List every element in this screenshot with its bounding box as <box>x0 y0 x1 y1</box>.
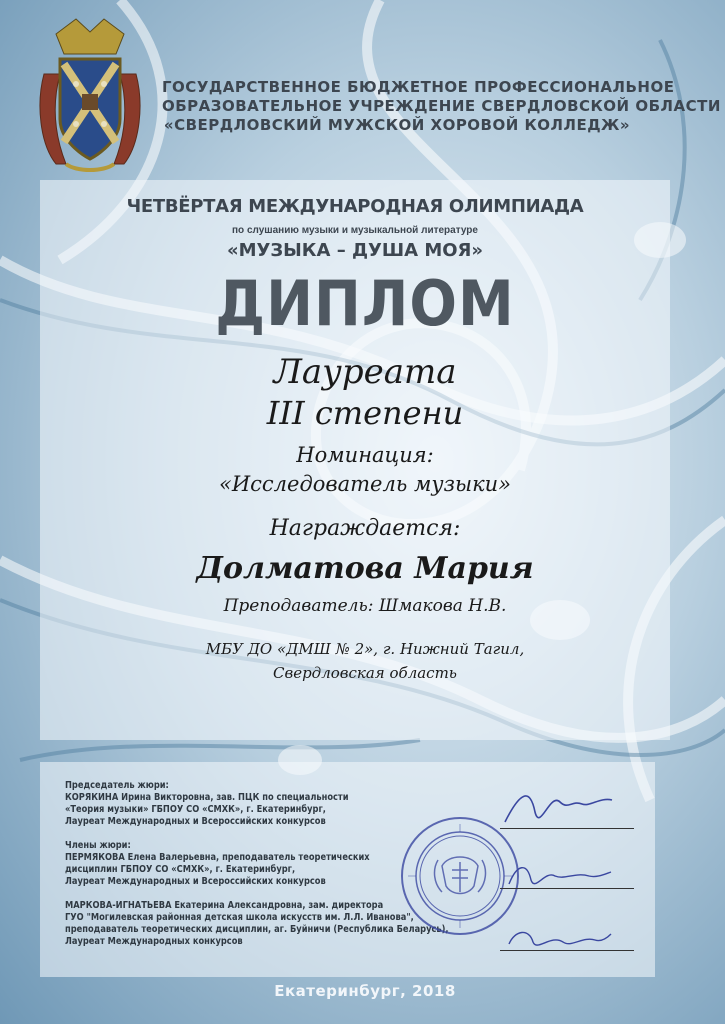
school-line-1: МБУ ДО «ДМШ № 2», г. Нижний Тагил, <box>205 640 525 658</box>
member-2-signature <box>505 922 615 958</box>
jury-member-2-line-4: Лауреат Международных конкурсов <box>65 936 243 947</box>
recipient-name: Долматова Мария <box>196 551 534 586</box>
jury-members-label: Члены жюри: <box>65 840 131 851</box>
jury-member-2-line-1: МАРКОВА-ИГНАТЬЕВА Екатерина Александровна, зам. директора <box>65 900 384 911</box>
member-2-signature-line <box>500 950 634 951</box>
laureate-text: Лауреата <box>273 352 457 392</box>
college-line-3: «СВЕРДЛОВСКИЙ МУЖСКОЙ ХОРОВОЙ КОЛЛЕДЖ» <box>163 116 631 134</box>
jury-members-block-1 <box>65 840 396 888</box>
diploma-heading: ДИПЛОМ <box>215 268 515 341</box>
olympiad-title: ЧЕТВЁРТАЯ МЕЖДУНАРОДНАЯ ОЛИМПИАДА <box>126 196 584 217</box>
jury-chair-line-3: Лауреат Международных и Всероссийских конкурсов <box>65 816 326 827</box>
member-1-signature-line <box>500 888 634 889</box>
college-name <box>162 78 721 135</box>
college-line-1: ГОСУДАРСТВЕННОЕ БЮДЖЕТНОЕ ПРОФЕССИОНАЛЬНОЕ <box>162 78 675 96</box>
olympiad-subtitle: по слушанию музыки и музыкальной литературе <box>232 225 478 236</box>
jury-member-1-line-3: Лауреат Международных и Всероссийских конкурсов <box>65 876 326 887</box>
city-year: Екатеринбург, 2018 <box>274 982 456 1000</box>
nomination-value: «Исследователь музыки» <box>218 472 512 496</box>
school-line-2: Свердловская область <box>273 664 457 682</box>
nomination-label: Номинация: <box>296 443 434 467</box>
official-seal-stamp <box>398 814 522 938</box>
college-line-2: ОБРАЗОВАТЕЛЬНОЕ УЧРЕЖДЕНИЕ СВЕРДЛОВСКОЙ ОБЛАСТИ <box>162 97 721 115</box>
coat-of-arms-emblem <box>36 14 144 174</box>
chair-signature <box>500 782 620 832</box>
jury-chair-line-1: КОРЯКИНА Ирина Викторовна, зав. ПЦК по специальности <box>65 792 349 803</box>
teacher-text: Преподаватель: Шмакова Н.В. <box>223 596 507 616</box>
jury-member-2-line-2: ГУО "Могилевская районная детская школа искусств им. Л.Л. Иванова", <box>65 912 414 923</box>
jury-member-1-line-1: ПЕРМЯКОВА Елена Валерьевна, преподаватель теоретических <box>65 852 370 863</box>
jury-member-2-line-3: преподаватель теоретических дисциплин, аг. Буйничи (Республика Беларусь), <box>65 924 449 935</box>
jury-chair-line-2: «Теория музыки» ГБПОУ СО «СМХК», г. Екатеринбург, <box>65 804 326 815</box>
jury-chair-label: Председатель жюри: <box>65 780 169 791</box>
jury-member-1-line-2: дисциплин ГБПОУ СО «СМХК», г. Екатеринбург, <box>65 864 296 875</box>
jury-chair-block <box>65 780 373 828</box>
degree-text: III степени <box>266 394 464 432</box>
chair-signature-line <box>500 828 634 829</box>
awarded-label: Награждается: <box>269 516 461 541</box>
olympiad-name: «МУЗЫКА – ДУША МОЯ» <box>226 240 484 261</box>
